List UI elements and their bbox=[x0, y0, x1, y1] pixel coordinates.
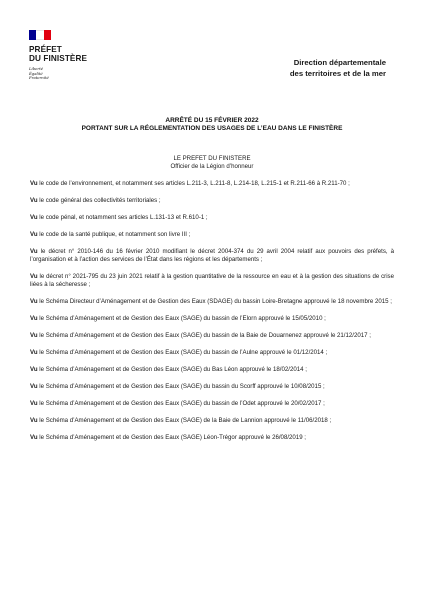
recital-vu-label: Vu bbox=[30, 314, 38, 322]
recital-text: le Schéma d’Aménagement et de Gestion des Eaux (SAGE) du bassin de la Baie de Douarnenez approuvé le 21/12/2017 ; bbox=[39, 331, 371, 339]
motto-liberte: Liberté bbox=[29, 66, 44, 71]
recital-vu-label: Vu bbox=[30, 331, 38, 339]
recital-paragraph bbox=[30, 332, 394, 340]
recital-text: le Schéma d’Aménagement et de Gestion des Eaux (SAGE) Léon-Trégor approuvé le 26/08/2019 ; bbox=[39, 433, 306, 441]
recital-paragraph bbox=[30, 248, 394, 264]
recital-paragraph bbox=[30, 366, 394, 374]
logo-title-line1: PRÉFET bbox=[29, 45, 62, 54]
recital-vu-label: Vu bbox=[30, 416, 38, 424]
department-line2: des territoires et de la mer bbox=[289, 69, 386, 78]
recital-text: le Schéma d’Aménagement et de Gestion des Eaux (SAGE) du bassin du Scorff approuvé le 10/08/2015 ; bbox=[39, 382, 325, 390]
signatory-honour: Officier de la Légion d’honneur bbox=[170, 163, 254, 170]
recital-vu-label: Vu bbox=[30, 180, 38, 187]
recital-text: le code de l’environnement, et notamment ses articles L.211-3, L.211-8, L.214-18, L.215-1 et R.211-66 à R.211-70 ; bbox=[39, 180, 350, 187]
recital-vu-label: Vu bbox=[30, 231, 38, 238]
decree-title bbox=[30, 117, 394, 133]
recital-text: le Schéma d’Aménagement et de Gestion des Eaux (SAGE) du bassin de l’Aulne approuvé le 01/12/2014 ; bbox=[39, 348, 328, 356]
recital-paragraph bbox=[30, 273, 394, 289]
recital-text: le code de la santé publique, et notamment son livre III ; bbox=[39, 231, 191, 238]
recital-vu-label: Vu bbox=[30, 433, 38, 441]
recital-paragraph bbox=[30, 180, 394, 188]
motto-fraternite: Fraternité bbox=[29, 75, 49, 81]
recital-paragraph bbox=[30, 383, 394, 391]
recital-text: le Schéma d’Aménagement et de Gestion des Eaux (SAGE) du Bas Léon approuvé le 18/02/2014 ; bbox=[39, 365, 307, 373]
recital-paragraph bbox=[30, 231, 394, 239]
recital-paragraph bbox=[30, 298, 394, 306]
recital-paragraph bbox=[30, 349, 394, 357]
decree-title-subject: PORTANT SUR LA RÉGLEMENTATION DES USAGES DE L’EAU DANS LE FINISTÈRE bbox=[81, 125, 343, 132]
recital-paragraph bbox=[30, 400, 394, 408]
department-line1: Direction départementale bbox=[293, 58, 386, 67]
recital-text: le code général des collectivités territoriales ; bbox=[39, 197, 161, 204]
recital-paragraph bbox=[30, 315, 394, 323]
recital-vu-label: Vu bbox=[30, 214, 38, 221]
motto-egalite: Égalité bbox=[29, 70, 43, 76]
recital-text: le Schéma d’Aménagement et de Gestion des Eaux (SAGE) de la Baie de Lannion approuvé le 11/06/2018 ; bbox=[39, 416, 332, 424]
recital-vu-label: Vu bbox=[30, 248, 38, 255]
recital-paragraph bbox=[30, 197, 394, 205]
recital-vu-label: Vu bbox=[30, 297, 38, 305]
recital-paragraph bbox=[30, 434, 394, 442]
decree-title-date: ARRÊTÉ DU 15 FÉVRIER 2022 bbox=[165, 117, 259, 124]
recital-paragraph bbox=[30, 214, 394, 222]
logo-title-line2: DU FINISTÈRE bbox=[29, 54, 88, 63]
recital-text: le code pénal, et notamment ses articles L.131-13 et R.610-1 ; bbox=[39, 214, 208, 221]
recital-vu-label: Vu bbox=[30, 272, 38, 280]
recital-paragraph bbox=[30, 417, 394, 425]
marianne-emblem-icon bbox=[29, 30, 51, 42]
recital-vu-label: Vu bbox=[30, 399, 38, 407]
recital-vu-label: Vu bbox=[30, 365, 38, 373]
signatory-title: LE PREFET DU FINISTERE bbox=[173, 155, 251, 162]
recital-text: le Schéma Directeur d’Aménagement et de Gestion des Eaux (SDAGE) du bassin Loire-Bretagne approuvé le 18 novembre 2015 ; bbox=[39, 297, 392, 305]
recital-text: le Schéma d’Aménagement et de Gestion des Eaux (SAGE) du bassin de l’Odet approuvé le 20/02/2017 ; bbox=[39, 399, 325, 407]
recital-vu-label: Vu bbox=[30, 197, 38, 204]
decree-recitals bbox=[30, 180, 394, 451]
recital-text: le décret n° 2021-795 du 23 juin 2021 relatif à la gestion quantitative de la ressource en eau et à la gestion des situations de crise liées à la sécheresse ; bbox=[30, 272, 394, 288]
republic-motto bbox=[29, 67, 109, 81]
recital-text: le Schéma d’Aménagement et de Gestion des Eaux (SAGE) du bassin de l’Elorn approuvé le 15/05/2010 ; bbox=[39, 314, 326, 322]
department-name bbox=[216, 57, 386, 79]
recital-text: le décret n° 2010-146 du 16 février 2010 modifiant le décret 2004-374 du 29 avril 2004 relatif aux pouvoirs des préfets, à l’organisation et à l’action des services de l’État dans les régions et les départements ; bbox=[30, 248, 395, 263]
recital-vu-label: Vu bbox=[30, 382, 38, 390]
signatory-block bbox=[30, 155, 394, 171]
prefecture-logo bbox=[29, 30, 109, 81]
recital-vu-label: Vu bbox=[30, 348, 38, 356]
